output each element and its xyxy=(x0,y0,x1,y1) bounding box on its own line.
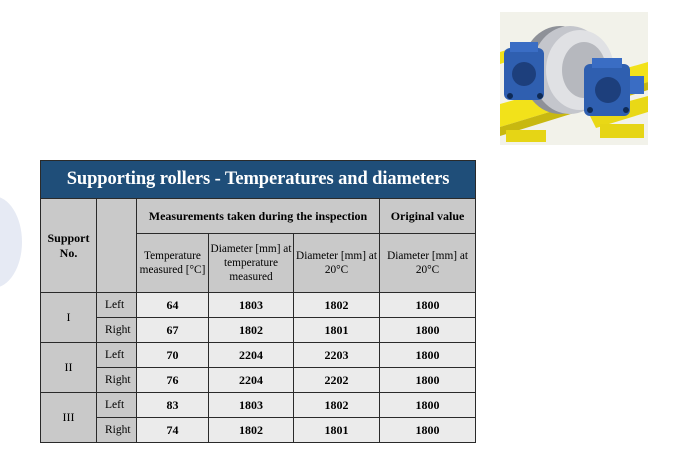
diameter-20-value: 1801 xyxy=(294,318,380,343)
table-row xyxy=(41,318,476,343)
original-diameter-value: 1800 xyxy=(380,343,476,368)
diameter-at-temp-value: 1802 xyxy=(209,318,294,343)
table-row xyxy=(41,393,476,418)
original-diameter-header: Diameter [mm] at 20°C xyxy=(380,234,476,293)
temperature-value: 74 xyxy=(137,418,209,443)
temperature-value: 67 xyxy=(137,318,209,343)
original-diameter-value: 1800 xyxy=(380,368,476,393)
roller-illustration xyxy=(500,12,648,145)
diameter-at-temp-value: 2204 xyxy=(209,368,294,393)
diameter-at-temp-value: 1803 xyxy=(209,393,294,418)
side-label: Left xyxy=(97,293,137,318)
diameter-at-temp-header: Diameter [mm] at temperature measured xyxy=(209,234,294,293)
diameter-at-temp-value: 1802 xyxy=(209,418,294,443)
roller-photo xyxy=(500,12,648,145)
temperature-value: 76 xyxy=(137,368,209,393)
supporting-rollers-table xyxy=(40,160,476,443)
diameter-at-temp-value: 2204 xyxy=(209,343,294,368)
side-header-blank xyxy=(97,199,137,293)
temperature-value: 64 xyxy=(137,293,209,318)
diameter-20-value: 1802 xyxy=(294,293,380,318)
support-no-header: Support No. xyxy=(41,199,97,293)
original-diameter-value: 1800 xyxy=(380,418,476,443)
temperature-value: 83 xyxy=(137,393,209,418)
support-number: I xyxy=(41,293,97,343)
table-row xyxy=(41,293,476,318)
diameter-20-value: 1801 xyxy=(294,418,380,443)
support-number: III xyxy=(41,393,97,443)
temperature-header: Temperature measured [°C] xyxy=(137,234,209,293)
diameter-20-value: 1802 xyxy=(294,393,380,418)
table-title: Supporting rollers - Temperatures and diameters xyxy=(41,161,476,199)
measurements-group-header: Measurements taken during the inspection xyxy=(137,199,380,234)
table-row xyxy=(41,368,476,393)
support-number: II xyxy=(41,343,97,393)
side-label: Right xyxy=(97,368,137,393)
table-row xyxy=(41,418,476,443)
diameter-20-value: 2203 xyxy=(294,343,380,368)
side-label: Right xyxy=(97,318,137,343)
table-row xyxy=(41,343,476,368)
side-label: Right xyxy=(97,418,137,443)
diameter-at-temp-value: 1803 xyxy=(209,293,294,318)
diameter-20-value: 2202 xyxy=(294,368,380,393)
diameter-20-header: Diameter [mm] at 20°C xyxy=(294,234,380,293)
original-diameter-value: 1800 xyxy=(380,293,476,318)
side-label: Left xyxy=(97,343,137,368)
side-label: Left xyxy=(97,393,137,418)
original-diameter-value: 1800 xyxy=(380,318,476,343)
decorative-arc xyxy=(0,196,22,288)
original-value-header: Original value xyxy=(380,199,476,234)
original-diameter-value: 1800 xyxy=(380,393,476,418)
temperature-value: 70 xyxy=(137,343,209,368)
